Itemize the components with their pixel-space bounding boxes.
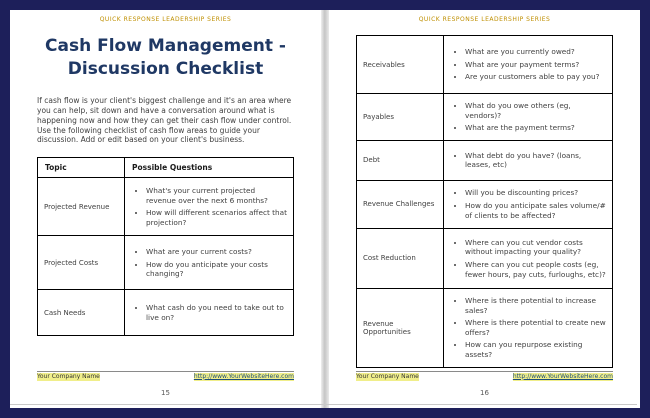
topic-cell: Cost Reduction	[357, 228, 444, 288]
footer-company-name: Your Company Name	[356, 372, 419, 380]
questions-cell	[125, 236, 294, 290]
topic-cell: Projected Revenue	[38, 178, 125, 236]
table-row	[357, 288, 613, 367]
page-left	[10, 10, 321, 408]
question-item: • Are your customers able to pay you?	[465, 72, 606, 82]
question-item: • How do you anticipate sales volume/# of clients to be affected?	[465, 201, 606, 220]
question-list	[131, 186, 287, 228]
topic-cell: Revenue Challenges	[357, 180, 444, 228]
questions-cell	[444, 228, 613, 288]
questions-cell	[444, 36, 613, 94]
question-list	[131, 247, 287, 279]
checklist-table-left	[37, 157, 294, 336]
topic-cell: Projected Costs	[38, 236, 125, 290]
question-item: • Where is there potential to create new offers?	[465, 318, 606, 337]
topic-cell: Payables	[357, 94, 444, 141]
questions-cell	[444, 94, 613, 141]
page-right	[329, 10, 640, 408]
question-item: • How do you anticipate your costs changing?	[146, 260, 287, 279]
page-number: 16	[480, 389, 489, 397]
question-list	[450, 151, 606, 170]
table-row	[357, 36, 613, 94]
table-row	[357, 94, 613, 141]
intro-paragraph: If cash flow is your client's biggest challenge and it's an area where you can help, sit down and have a conversation around what is happening now and how they can get their cash flow under control. Use the following checklist of cash flow areas to guide your discussion. Add or edit based on your client's business.	[37, 95, 292, 145]
question-item: • Will you be discounting prices?	[465, 188, 606, 198]
topic-cell: Cash Needs	[38, 290, 125, 336]
series-header: QUICK RESPONSE LEADERSHIP SERIES	[418, 16, 551, 23]
page-number: 15	[161, 389, 170, 397]
topic-cell: Revenue Opportunities	[357, 288, 444, 367]
table-row	[38, 178, 294, 236]
question-list	[131, 303, 287, 322]
question-item: • How can you repurpose existing assets?	[465, 340, 606, 359]
questions-cell	[444, 180, 613, 228]
question-item: • Where can you cut vendor costs without impacting your quality?	[465, 238, 606, 257]
question-list	[450, 296, 606, 360]
question-list	[450, 101, 606, 133]
table-row	[357, 180, 613, 228]
questions-cell	[125, 178, 294, 236]
column-header-topic: Topic	[38, 158, 125, 178]
table-row	[38, 290, 294, 336]
column-header-questions: Possible Questions	[125, 158, 294, 178]
questions-cell	[444, 140, 613, 180]
question-list	[450, 47, 606, 82]
footer-company-name: Your Company Name	[37, 372, 100, 380]
questions-cell	[125, 290, 294, 336]
footer	[37, 371, 294, 381]
question-item: • What are the payment terms?	[465, 123, 606, 133]
question-item: • What debt do you have? (loans, leases, etc)	[465, 151, 606, 170]
question-item: • What are your current costs?	[146, 247, 287, 257]
checklist-table-right	[356, 35, 613, 368]
document-title: Cash Flow Management - Discussion Checklist	[45, 36, 286, 79]
footer-website-link[interactable]: http://www.YourWebsiteHere.com	[512, 372, 613, 380]
two-page-spread	[10, 10, 640, 408]
topic-cell: Debt	[357, 140, 444, 180]
question-item: • What are you currently owed?	[465, 47, 606, 57]
footer	[356, 371, 613, 381]
question-item: • How will different scenarios affect that projection?	[146, 208, 287, 227]
topic-cell: Receivables	[357, 36, 444, 94]
questions-cell	[444, 288, 613, 367]
page-gap	[321, 10, 329, 408]
question-item: • What cash do you need to take out to live on?	[146, 303, 287, 322]
question-item: • Where can you cut people costs (eg, fewer hours, pay cuts, furloughs, etc)?	[465, 260, 606, 279]
series-header: QUICK RESPONSE LEADERSHIP SERIES	[99, 16, 232, 23]
question-item: • What do you owe others (eg, vendors)?	[465, 101, 606, 120]
table-row	[357, 228, 613, 288]
table-row	[38, 236, 294, 290]
question-item: • Where is there potential to increase sales?	[465, 296, 606, 315]
table-row	[357, 140, 613, 180]
question-list	[450, 238, 606, 280]
question-list	[450, 188, 606, 220]
question-item: • What's your current projected revenue over the next 6 months?	[146, 186, 287, 205]
table-header-row	[38, 158, 294, 178]
question-item: • What are your payment terms?	[465, 60, 606, 70]
footer-website-link[interactable]: http://www.YourWebsiteHere.com	[193, 372, 294, 380]
